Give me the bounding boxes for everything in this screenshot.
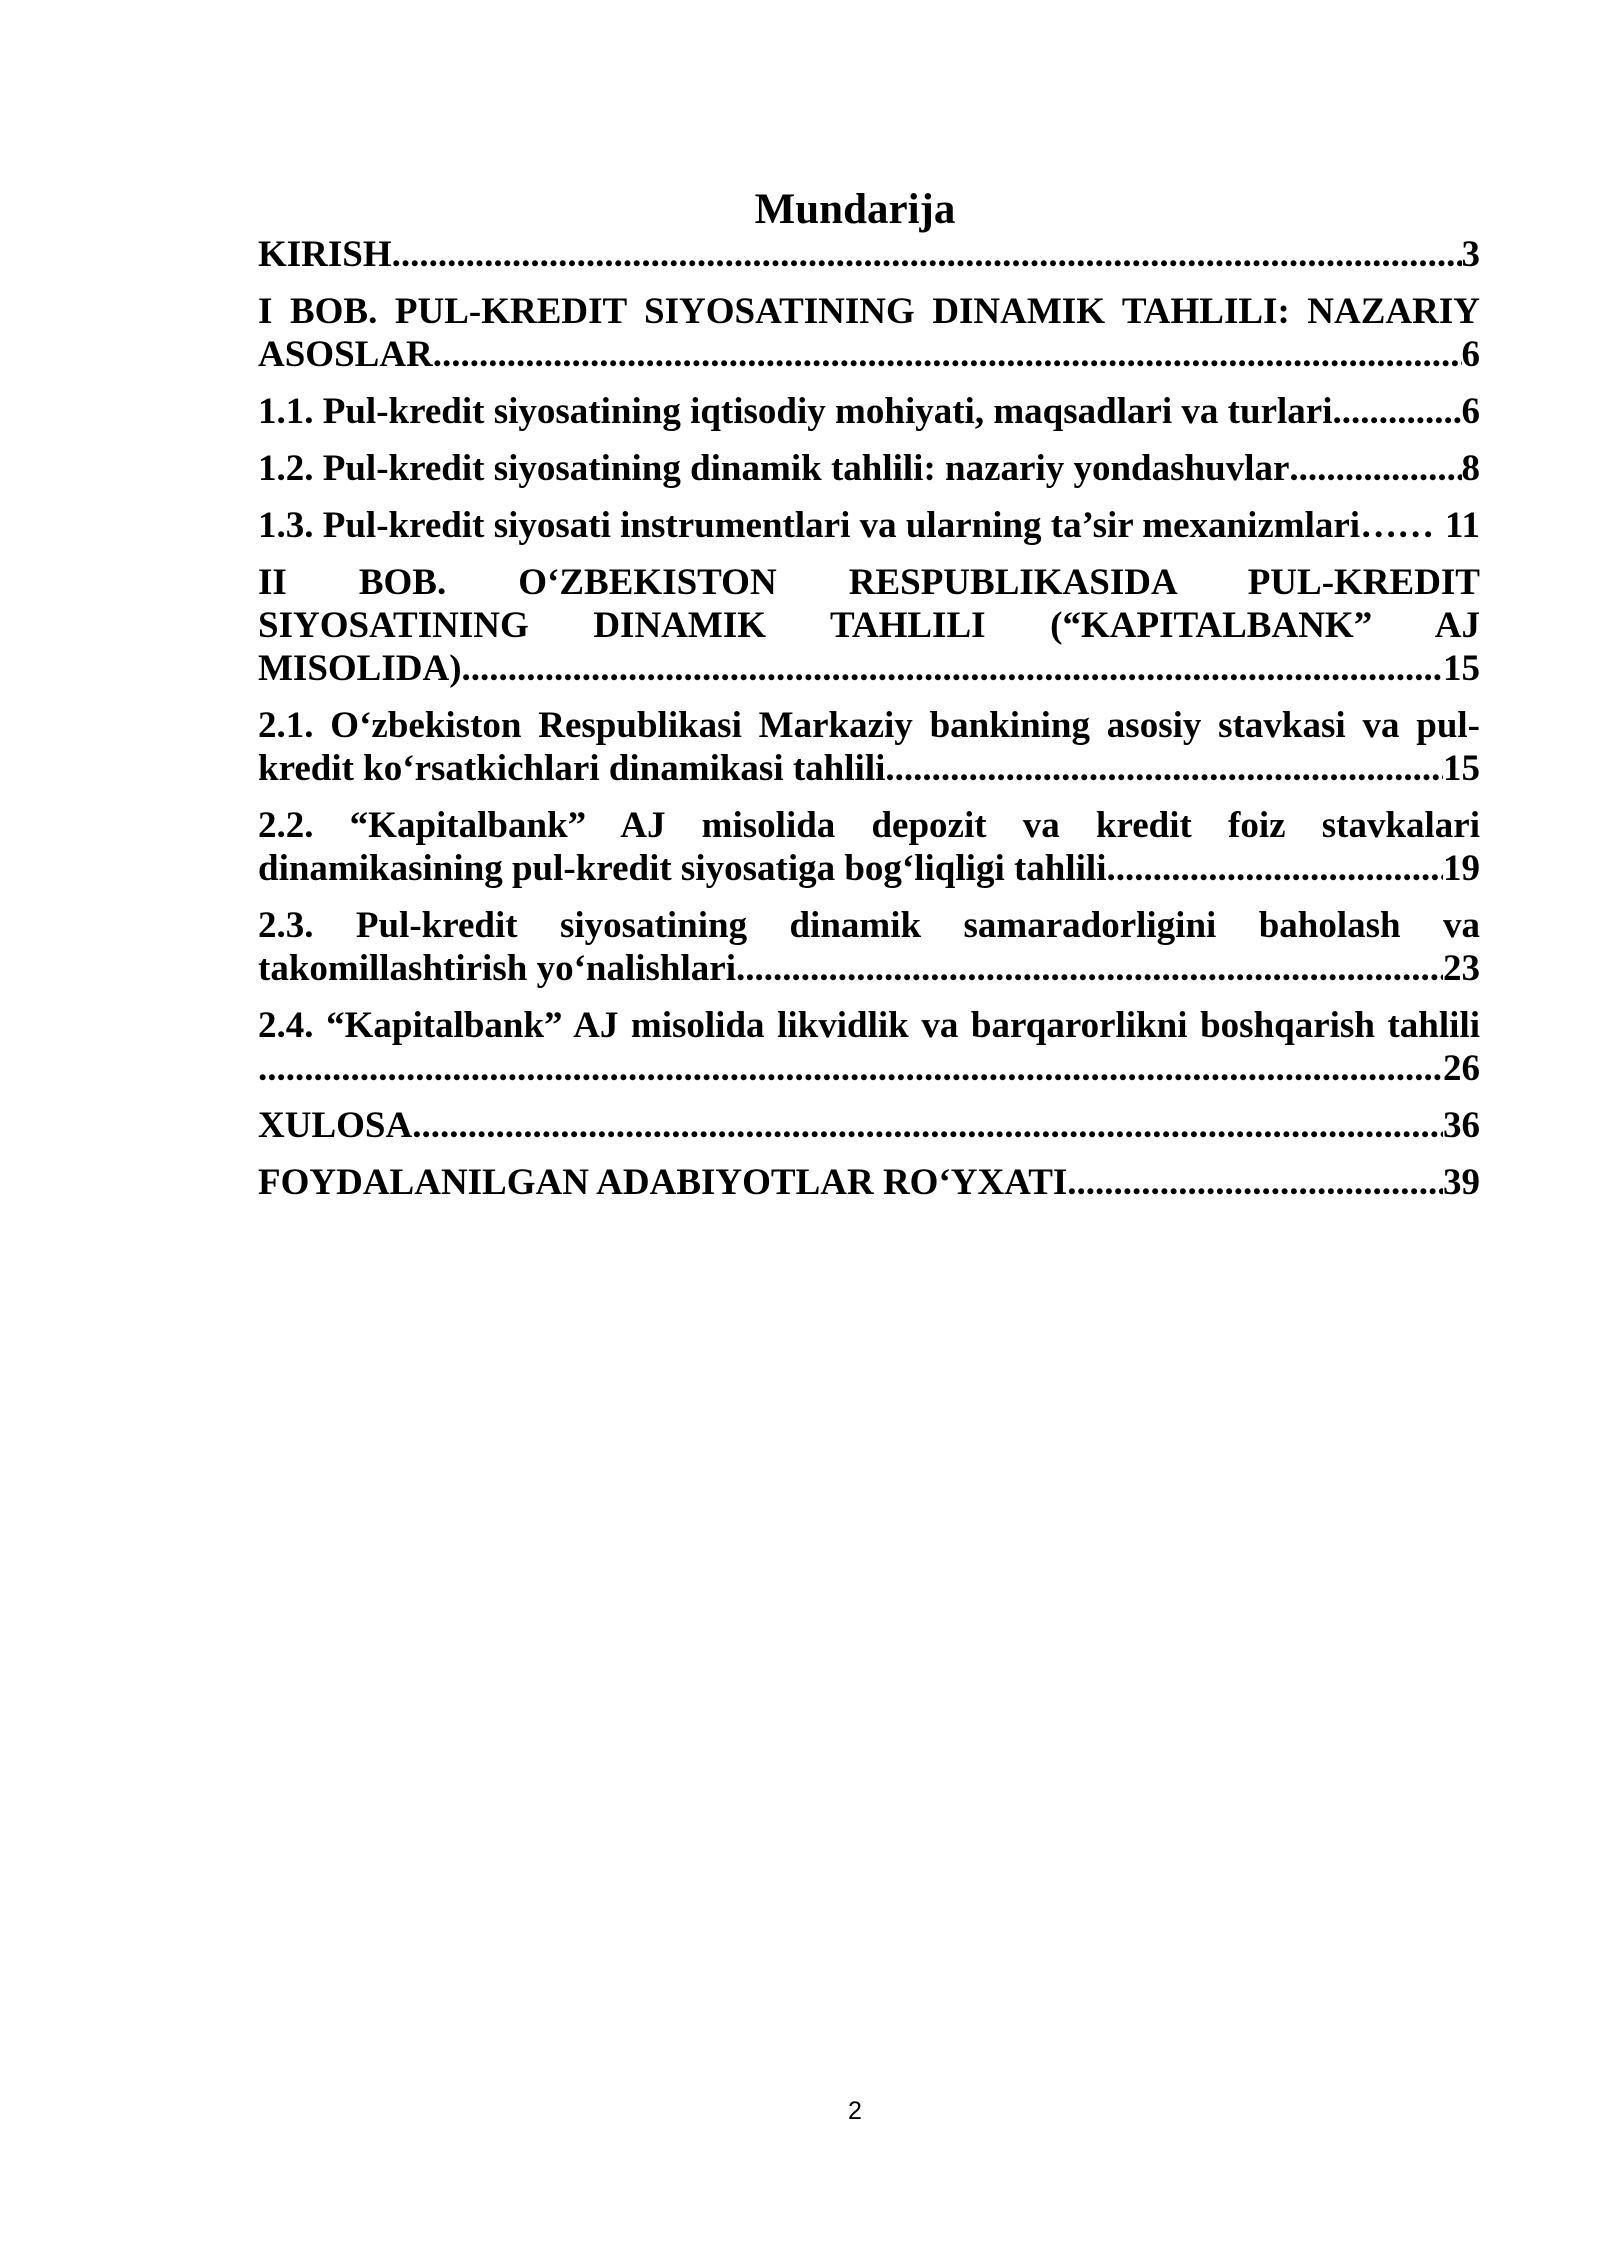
toc-page-number: 15 (1443, 748, 1480, 789)
toc-entry-title: I BOB. PUL-KREDIT SIYOSATINING DINAMIK TAHLILI: NAZARIY (258, 291, 1480, 332)
toc-entry-title: 1.3. Pul-kredit siyosati instrumentlari va ularning ta’sir mexanizmlari (258, 505, 1361, 546)
toc-entry-references (258, 1161, 1480, 1204)
toc-entry-title: II BOB. O‘ZBEKISTON RESPUBLIKASIDA PUL-KREDIT (258, 562, 1480, 603)
toc-page-number: 6 (1461, 334, 1480, 375)
toc-leader-dots (885, 747, 1443, 790)
toc-entry-title: dinamikasining pul-kredit siyosatiga bog‘liqligi tahlili (258, 848, 1107, 889)
toc-leader-dots (1067, 1161, 1443, 1204)
toc-leader-dots (736, 947, 1443, 990)
toc-entry-xulosa (258, 1104, 1480, 1147)
toc-leader-dots (1289, 447, 1461, 490)
toc-leader-dots (462, 647, 1443, 690)
toc-entry-2-3 (258, 904, 1480, 990)
toc-leader-dots (412, 1104, 1443, 1147)
toc-entry-title: 1.2. Pul-kredit siyosatining dinamik tahlili: nazariy yondashuvlar (258, 448, 1290, 489)
toc-entry-title: takomillashtirish yo‘nalishlari (258, 948, 736, 989)
toc-page-number: 3 (1461, 234, 1480, 275)
footer-page-number: 2 (848, 2097, 862, 2125)
toc-page-number: 36 (1443, 1105, 1480, 1146)
toc-leader-dots (1107, 847, 1444, 890)
page-title: Mundarija (754, 186, 956, 233)
toc-entry-kirish (258, 233, 1480, 276)
toc-leader-dots (392, 233, 1462, 276)
toc-entry-1-3 (258, 504, 1480, 547)
toc-entry-1-2 (258, 447, 1480, 490)
toc-page-number: 19 (1443, 848, 1480, 889)
toc-page-number: 11 (1445, 505, 1480, 546)
toc-entry-title: ASOSLAR (258, 334, 433, 375)
toc-page-number: 15 (1443, 648, 1480, 689)
toc-entry-2-4 (258, 1004, 1480, 1090)
toc-entry-2-2 (258, 804, 1480, 890)
toc-entry-title: 2.4. “Kapitalbank” AJ misolida likvidlik va barqarorlikni boshqarish tahlili (258, 1005, 1480, 1046)
toc-entry-2-1 (258, 704, 1480, 790)
toc-entry-title: 2.2. “Kapitalbank” AJ misolida depozit va kredit foiz stavkalari (258, 805, 1480, 846)
toc-entry-1-1 (258, 390, 1480, 433)
table-of-contents (258, 187, 1480, 1204)
toc-entry-title: kredit ko‘rsatkichlari dinamikasi tahlili (258, 748, 886, 789)
toc-entry-chapter-1 (258, 290, 1480, 376)
toc-entry-title: 2.3. Pul-kredit siyosatining dinamik samaradorligini baholash va (258, 905, 1480, 946)
toc-entry-title: 2.1. O‘zbekiston Respublikasi Markaziy bankining asosiy stavkasi va pul- (258, 705, 1480, 746)
toc-page-number: 6 (1461, 391, 1480, 432)
toc-entry-title: XULOSA (258, 1105, 413, 1146)
toc-entry-chapter-2 (258, 561, 1480, 690)
toc-entry-title: KIRISH (258, 234, 392, 275)
toc-leader-ellipsis: …… (1360, 505, 1435, 546)
toc-page-number: 26 (1443, 1048, 1480, 1089)
toc-leader-dots (258, 1047, 1443, 1090)
toc-entry-title: 1.1. Pul-kredit siyosatining iqtisodiy mohiyati, maqsadlari va turlari (258, 391, 1333, 432)
toc-page-number: 8 (1461, 448, 1480, 489)
toc-entry-title: SIYOSATINING DINAMIK TAHLILI (“KAPITALBANK” AJ (258, 605, 1480, 646)
toc-page-number: 39 (1443, 1162, 1480, 1203)
toc-leader-dots (433, 333, 1462, 376)
toc-page-number: 23 (1443, 948, 1480, 989)
toc-leader-dots (1332, 390, 1461, 433)
toc-entry-title: MISOLIDA) (258, 648, 462, 689)
toc-entry-title: FOYDALANILGAN ADABIYOTLAR RO‘YXATI (258, 1162, 1068, 1203)
